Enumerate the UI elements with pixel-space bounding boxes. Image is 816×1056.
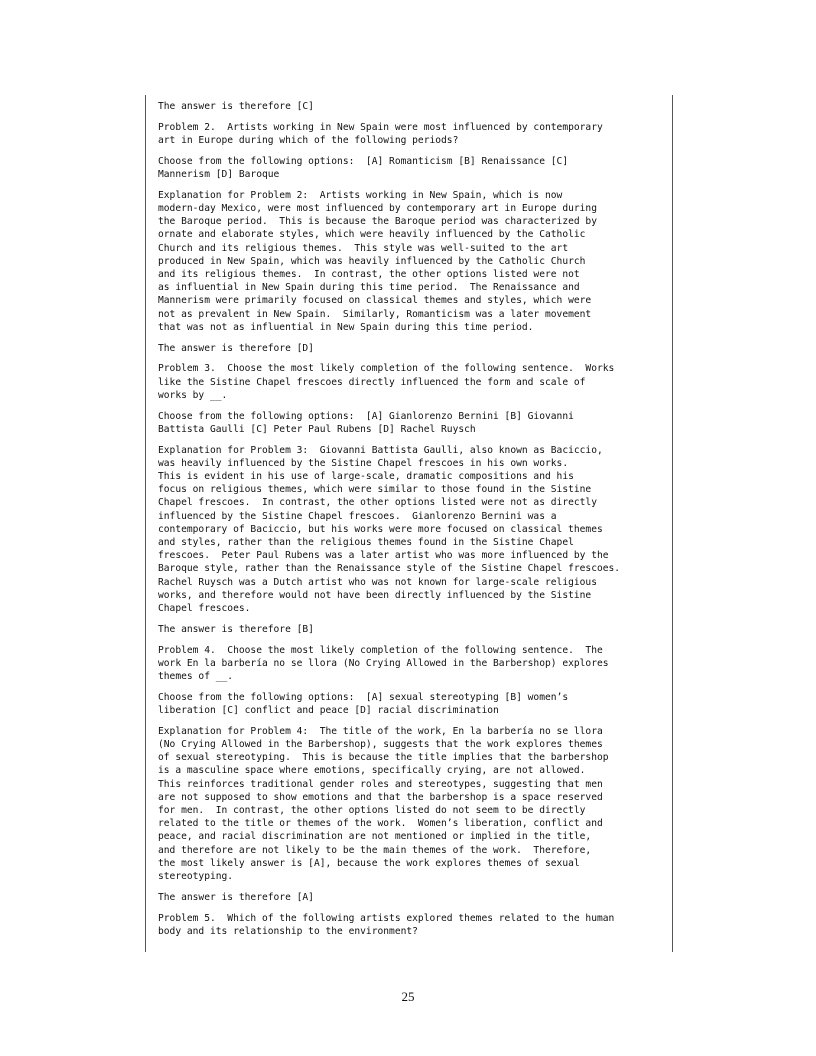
- problem-4-explanation: [158, 725, 664, 883]
- problem-3-explanation: [158, 444, 664, 616]
- text-line: Choose from the following options: [A] Gianlorenzo Bernini [B] Giovanni: [158, 410, 574, 422]
- text-line: Baroque style, rather than the Renaissance style of the Sistine Chapel frescoes.: [158, 563, 621, 575]
- answer-problem-2: [158, 342, 664, 355]
- text-line: The answer is therefore [D]: [158, 342, 314, 354]
- text-line: Explanation for Problem 2: Artists working in New Spain, which is now: [158, 189, 563, 201]
- text-line: not as prevalent in New Spain. Similarly, Romanticism was a later movement: [158, 308, 592, 320]
- text-line: (No Crying Allowed in the Barbershop), suggests that the work explores themes: [158, 739, 603, 751]
- answer-problem-1: [158, 100, 664, 113]
- answer-problem-3: [158, 623, 664, 636]
- text-line: Problem 2. Artists working in New Spain were most influenced by contemporary: [158, 121, 603, 133]
- text-line: body and its relationship to the environment?: [158, 925, 418, 937]
- text-line: and therefore are not likely to be the main themes of the work. Therefore,: [158, 844, 592, 856]
- text-line: produced in New Spain, which was heavily influenced by the Catholic Church: [158, 255, 586, 267]
- text-line: and styles, rather than the religious themes found in the Sistine Chapel: [158, 537, 574, 549]
- problem-2-question: [158, 121, 664, 147]
- text-line: Problem 3. Choose the most likely completion of the following sentence. Works: [158, 363, 615, 375]
- problem-4-question: [158, 644, 664, 684]
- text-line: The answer is therefore [A]: [158, 891, 314, 903]
- text-line: for men. In contrast, the other options listed do not seem to be directly: [158, 805, 586, 817]
- text-line: the most likely answer is [A], because the work explores themes of sexual: [158, 857, 580, 869]
- text-line: works by __.: [158, 389, 228, 401]
- text-line: Mannerism [D] Baroque: [158, 169, 280, 180]
- problem-2-explanation: [158, 189, 664, 334]
- text-line: modern-day Mexico, were most influenced by contemporary art in Europe during: [158, 203, 597, 214]
- text-line: are not supposed to show emotions and that the barbershop is a space reserved: [158, 791, 603, 803]
- text-line: as influential in New Spain during this time period. The Renaissance and: [158, 282, 580, 294]
- text-line: The answer is therefore [C]: [158, 101, 314, 112]
- text-line: This is evident in his use of large-scale, dramatic compositions and his: [158, 471, 574, 483]
- problem-3-options: [158, 410, 664, 436]
- text-line: Chapel frescoes. In contrast, the other options listed were not as directly: [158, 497, 597, 509]
- text-line: Explanation for Problem 4: The title of the work, En la barbería no se llora: [158, 725, 603, 737]
- problem-5-question: [158, 912, 664, 938]
- text-line: stereotyping.: [158, 871, 234, 883]
- answer-problem-4: [158, 891, 664, 904]
- text-line: Problem 5. Which of the following artists explored themes related to the human: [158, 912, 615, 924]
- text-line: was heavily influenced by the Sistine Chapel frescoes in his own works.: [158, 457, 569, 469]
- text-line: Choose from the following options: [A] sexual stereotyping [B] women’s: [158, 691, 569, 703]
- text-line: The answer is therefore [B]: [158, 623, 314, 635]
- text-line: Rachel Ruysch was a Dutch artist who was not known for large-scale religious: [158, 576, 597, 588]
- text-line: Problem 4. Choose the most likely completion of the following sentence. The: [158, 644, 603, 656]
- text-line: liberation [C] conflict and peace [D] racial discrimination: [158, 705, 499, 717]
- text-line: themes of __.: [158, 671, 234, 683]
- text-line: like the Sistine Chapel frescoes directly influenced the form and scale of: [158, 376, 586, 388]
- text-line: influenced by the Sistine Chapel frescoes. Gianlorenzo Bernini was a: [158, 510, 557, 522]
- page-content: [158, 100, 664, 946]
- text-line: Church and its religious themes. This style was well-suited to the art: [158, 242, 569, 254]
- text-line: and its religious themes. In contrast, the other options listed were not: [158, 269, 580, 281]
- text-line: frescoes. Peter Paul Rubens was a later artist who was more influenced by the: [158, 550, 609, 562]
- text-line: ornate and elaborate styles, which were heavily influenced by the Catholic: [158, 229, 586, 241]
- problem-2-options: [158, 155, 664, 181]
- text-line: Battista Gaulli [C] Peter Paul Rubens [D] Rachel Ruysch: [158, 423, 476, 435]
- text-line: Mannerism were primarily focused on classical themes and styles, which were: [158, 295, 592, 307]
- text-line: focus on religious themes, which were similar to those found in the Sistine: [158, 484, 592, 496]
- text-line: peace, and racial discrimination are not mentioned or implied in the title,: [158, 831, 592, 843]
- text-line: Chapel frescoes.: [158, 603, 251, 615]
- text-line: work En la barbería no se llora (No Crying Allowed in the Barbershop) explores: [158, 657, 609, 669]
- text-line: Explanation for Problem 3: Giovanni Battista Gaulli, also known as Baciccio,: [158, 444, 603, 456]
- text-line: of sexual stereotyping. This is because the title implies that the barbershop: [158, 752, 609, 764]
- page-number: 25: [401, 989, 415, 1004]
- text-line: contemporary of Baciccio, but his works were more focused on classical themes: [158, 523, 603, 535]
- problem-3-question: [158, 362, 664, 402]
- text-line: that was not as influential in New Spain during this time period.: [158, 321, 534, 333]
- text-line: is a masculine space where emotions, specifically crying, are not allowed.: [158, 765, 586, 777]
- text-line: art in Europe during which of the following periods?: [158, 135, 459, 146]
- text-line: This reinforces traditional gender roles and stereotypes, suggesting that men: [158, 778, 603, 790]
- text-line: Choose from the following options: [A] Romanticism [B] Renaissance [C]: [158, 155, 569, 167]
- text-line: works, and therefore would not have been directly influenced by the Sistine: [158, 589, 592, 601]
- problem-4-options: [158, 691, 664, 717]
- text-line: the Baroque period. This is because the Baroque period was characterized by: [158, 216, 597, 228]
- text-line: related to the title or themes of the work. Women’s liberation, conflict and: [158, 818, 603, 830]
